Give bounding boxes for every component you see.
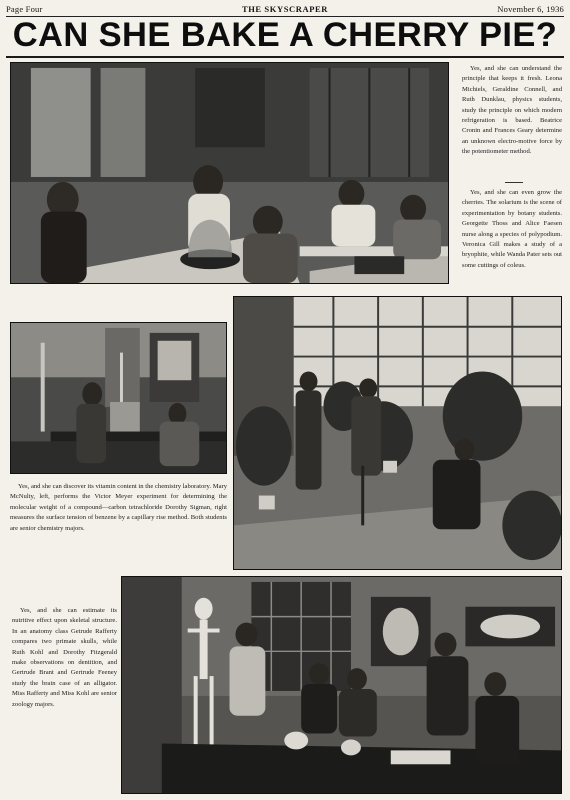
physics-caption: Yes, and she can understand the principle that keeps it fresh. Leona Michiels, Geraldine Connell, and Ruth Dunklau, physics students, study the principle on which modern refrigeration is based. Beatrice Cronin and Frances Geary determine an unknown electro-motive force by the potentiometer method. <box>462 65 562 156</box>
chemistry-lab-photo <box>10 322 227 474</box>
paper-name: THE SKYSCRAPER <box>241 4 329 14</box>
page-label: Page Four <box>6 4 43 14</box>
caption-divider <box>505 182 523 183</box>
chemistry-caption: Yes, and she can discover its vitamin content in the chemistry laboratory. Mary McNulty, left, performs the Victor Meyer experiment for determining the molecular weight of a compound—carbon tetrachloride Dorothy Sigman, right measures the surface tension of benzene by a capillary rise method. Both students are senior chemistry majors. <box>10 483 227 532</box>
headline-rule <box>6 56 564 58</box>
botany-caption: Yes, and she can even grow the cherries. The solarium is the scene of experimentation by botany students. Georgette Thoss and Alice Faesen nurse along a species of polypodium. Veronica Gill makes a study of a bryophite, while Wanda Pater sets out some cuttings of coleus. <box>462 189 562 269</box>
zoology-caption: Yes, and she can estimate its nutritive effect upon skeletal structure. In an anatomy class Getrude Rafferty compares two primate skulls, while Ruth Kohl and Dorothy Fitzgerald make observations on dentition, and Gertrude Brant and Gertrude Feeney study the brain case of an alligator. Miss Rafferty and Miss Kohl are senior zoology majors. <box>12 607 117 708</box>
physics-lab-photo <box>10 62 449 284</box>
issue-date: November 6, 1936 <box>497 4 564 14</box>
anatomy-class-photo <box>121 576 562 794</box>
solarium-photo <box>233 296 562 570</box>
page-headline: CAN SHE BAKE A CHERRY PIE? <box>12 16 558 54</box>
